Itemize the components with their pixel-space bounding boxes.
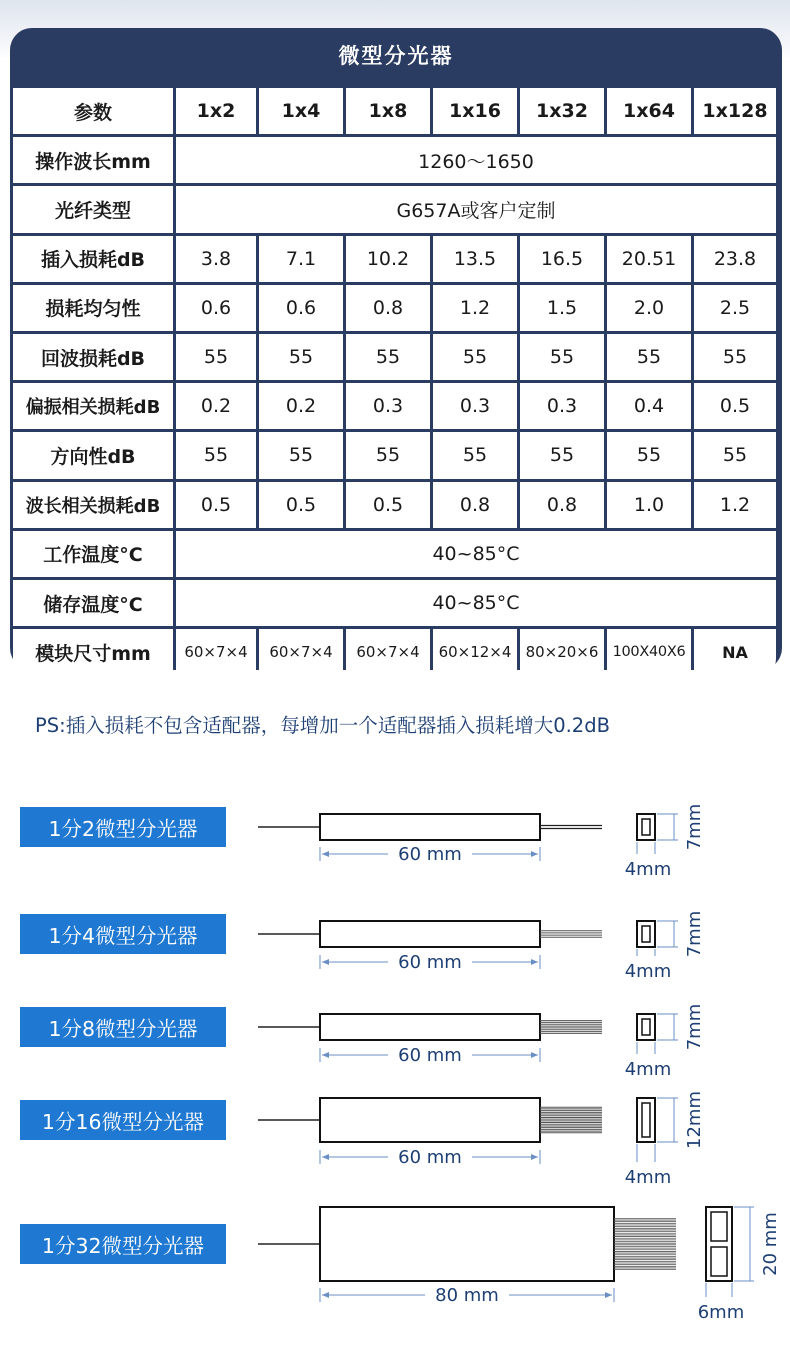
dim-arrow bbox=[531, 1154, 538, 1160]
length-label: 60 mm bbox=[398, 952, 462, 973]
row-value: 0.2 bbox=[176, 383, 256, 429]
row-label: 偏振相关损耗dB bbox=[13, 383, 173, 429]
row-label: 波长相关损耗dB bbox=[13, 482, 173, 528]
dim-arrow bbox=[531, 959, 538, 965]
row-value: 55 bbox=[520, 334, 604, 380]
row-value: 55 bbox=[176, 334, 256, 380]
header-col: 1x2 bbox=[176, 88, 256, 134]
row-value: 1.2 bbox=[433, 285, 517, 331]
end-view-inner bbox=[711, 1247, 727, 1276]
length-label: 60 mm bbox=[398, 1045, 462, 1066]
row-value: 60×7×4 bbox=[346, 629, 430, 675]
row-value: 0.6 bbox=[259, 285, 343, 331]
height-label: 20 mm bbox=[760, 1212, 781, 1276]
row-value: 55 bbox=[607, 334, 691, 380]
row-value: 0.8 bbox=[433, 482, 517, 528]
row-value: 55 bbox=[346, 334, 430, 380]
splitter-body bbox=[320, 1014, 540, 1040]
dim-arrow bbox=[605, 1292, 612, 1298]
row-label: 方向性dB bbox=[13, 432, 173, 478]
header-param-label: 参数 bbox=[13, 88, 173, 134]
header-col: 1x16 bbox=[433, 88, 517, 134]
row-value: 60×7×4 bbox=[259, 629, 343, 675]
splitter-label: 1分8微型分光器 bbox=[20, 1007, 226, 1047]
header-col: 1x8 bbox=[346, 88, 430, 134]
row-value: 23.8 bbox=[694, 236, 776, 282]
end-view-inner bbox=[711, 1212, 727, 1241]
splitter-body bbox=[320, 921, 540, 947]
row-value: 0.3 bbox=[346, 383, 430, 429]
dim-arrow bbox=[322, 1292, 329, 1298]
row-value: 16.5 bbox=[520, 236, 604, 282]
row-value: 100X40X6 bbox=[607, 629, 691, 675]
length-label: 80 mm bbox=[435, 1285, 499, 1306]
row-value: 7.1 bbox=[259, 236, 343, 282]
row-value: 0.5 bbox=[694, 383, 776, 429]
row-label: 光纤类型 bbox=[13, 186, 173, 232]
row-value: 0.6 bbox=[176, 285, 256, 331]
header-col: 1x128 bbox=[694, 88, 776, 134]
row-value: 1.5 bbox=[520, 285, 604, 331]
row-value: 0.8 bbox=[520, 482, 604, 528]
row-value: 0.3 bbox=[433, 383, 517, 429]
splitter-label: 1分4微型分光器 bbox=[20, 914, 226, 954]
row-value: 55 bbox=[346, 432, 430, 478]
row-value: 0.5 bbox=[346, 482, 430, 528]
spec-table-card bbox=[10, 28, 782, 670]
splitter-body bbox=[320, 1207, 614, 1281]
dim-arrow bbox=[531, 1052, 538, 1058]
row-value: 20.51 bbox=[607, 236, 691, 282]
row-label: 工作温度°C bbox=[13, 531, 173, 577]
dim-arrow bbox=[322, 1052, 329, 1058]
dim-arrow bbox=[322, 1154, 329, 1160]
row-value: 0.8 bbox=[346, 285, 430, 331]
splitter-label: 1分16微型分光器 bbox=[20, 1100, 226, 1140]
splitter-diagrams bbox=[0, 780, 790, 1359]
length-label: 60 mm bbox=[398, 1147, 462, 1168]
row-value: 55 bbox=[694, 334, 776, 380]
row-label: 插入损耗dB bbox=[13, 236, 173, 282]
row-label: 储存温度°C bbox=[13, 580, 173, 626]
width-label: 6mm bbox=[697, 1302, 745, 1323]
width-label: 4mm bbox=[624, 961, 672, 982]
header-col: 1x4 bbox=[259, 88, 343, 134]
row-value: 60×7×4 bbox=[176, 629, 256, 675]
height-label: 7mm bbox=[684, 910, 705, 958]
row-value: 0.5 bbox=[259, 482, 343, 528]
row-value: 80×20×6 bbox=[520, 629, 604, 675]
row-merged-value: 1260～1650 bbox=[176, 137, 776, 183]
row-value: 13.5 bbox=[433, 236, 517, 282]
row-value: 0.3 bbox=[520, 383, 604, 429]
row-label: 操作波长mm bbox=[13, 137, 173, 183]
height-label: 7mm bbox=[684, 1003, 705, 1051]
row-value: 55 bbox=[433, 334, 517, 380]
width-label: 4mm bbox=[624, 859, 672, 880]
dim-arrow bbox=[322, 959, 329, 965]
height-label: 7mm bbox=[684, 803, 705, 851]
row-value: 2.5 bbox=[694, 285, 776, 331]
dim-arrow bbox=[322, 851, 329, 857]
row-value: 55 bbox=[694, 432, 776, 478]
row-value: 1.0 bbox=[607, 482, 691, 528]
row-merged-value: 40~85°C bbox=[176, 580, 776, 626]
splitter-label: 1分32微型分光器 bbox=[20, 1224, 226, 1264]
end-view-inner bbox=[642, 1019, 650, 1035]
header-col: 1x64 bbox=[607, 88, 691, 134]
row-value: 0.5 bbox=[176, 482, 256, 528]
row-value: 1.2 bbox=[694, 482, 776, 528]
width-label: 4mm bbox=[624, 1167, 672, 1188]
row-value: NA bbox=[694, 629, 776, 675]
row-value: 55 bbox=[259, 334, 343, 380]
row-value: 2.0 bbox=[607, 285, 691, 331]
row-merged-value: G657A或客户定制 bbox=[176, 186, 776, 232]
end-view-inner bbox=[642, 926, 650, 942]
row-label: 模块尺寸mm bbox=[13, 629, 173, 675]
row-value: 55 bbox=[259, 432, 343, 478]
row-label: 损耗均匀性 bbox=[13, 285, 173, 331]
splitter-label: 1分2微型分光器 bbox=[20, 807, 226, 847]
spec-table-title: 微型分光器 bbox=[338, 44, 454, 68]
row-value: 55 bbox=[176, 432, 256, 478]
row-value: 3.8 bbox=[176, 236, 256, 282]
row-value: 55 bbox=[607, 432, 691, 478]
ps-note: PS:插入损耗不包含适配器，每增加一个适配器插入损耗增大0.2dB bbox=[35, 714, 610, 737]
height-label: 12mm bbox=[684, 1091, 705, 1149]
splitter-body bbox=[320, 814, 540, 840]
width-label: 4mm bbox=[624, 1059, 672, 1080]
row-value: 60×12×4 bbox=[433, 629, 517, 675]
row-merged-value: 40~85°C bbox=[176, 531, 776, 577]
dim-arrow bbox=[531, 851, 538, 857]
row-value: 10.2 bbox=[346, 236, 430, 282]
splitter-body bbox=[320, 1098, 540, 1142]
length-label: 60 mm bbox=[398, 844, 462, 865]
row-label: 回波损耗dB bbox=[13, 334, 173, 380]
row-value: 0.4 bbox=[607, 383, 691, 429]
end-view-inner bbox=[642, 1103, 650, 1137]
row-value: 0.2 bbox=[259, 383, 343, 429]
row-value: 55 bbox=[433, 432, 517, 478]
row-value: 55 bbox=[520, 432, 604, 478]
end-view-inner bbox=[642, 819, 650, 835]
header-col: 1x32 bbox=[520, 88, 604, 134]
